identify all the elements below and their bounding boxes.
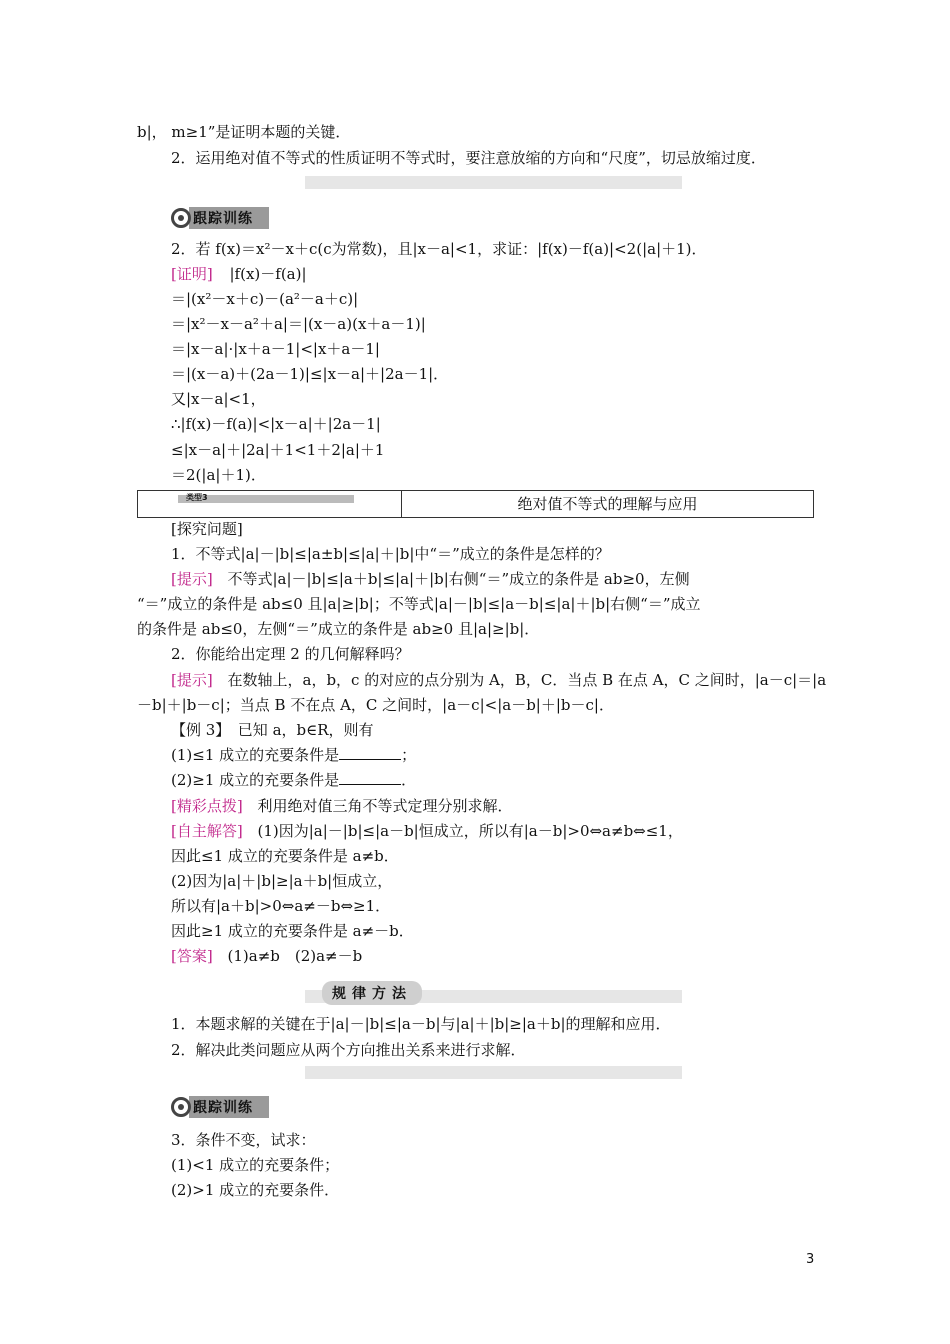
text-line: (2)>1 成立的充要条件． — [171, 1181, 340, 1199]
text-line: 2．解决此类问题应从两个方向推出关系来进行求解． — [171, 1041, 526, 1059]
text-line: 1．本题求解的关键在于|a|－|b|≤|a－b|与|a|＋|b|≥|a＋b|的理解和应用． — [171, 1015, 671, 1033]
text-line — [171, 770, 416, 790]
target-icon — [171, 1097, 191, 1117]
text-span: (2)≥1 成立的充要条件是 — [171, 771, 340, 789]
insight-tag: [精彩点拨] — [171, 797, 243, 815]
text-line — [171, 821, 683, 841]
text-span: |f(x)－f(a)| — [229, 265, 307, 283]
text-line: (2)因为|a|＋|b|≥|a＋b|恒成立， — [171, 872, 393, 890]
proof-tag: [证明] — [171, 265, 213, 283]
answer-tag: [答案] — [171, 947, 213, 965]
text-line — [171, 946, 362, 966]
badge-label: 跟踪训练 — [189, 207, 269, 229]
text-span: (1)a≠b (2)a≠－b — [227, 947, 363, 965]
table-cell-title: 绝对值不等式的理解与应用 — [517, 495, 698, 513]
text-line: 3．条件不变，试求： — [171, 1131, 316, 1149]
text-line: “＝”成立的条件是 ab≤0 且|a|≥|b|；不等式|a|－|b|≤|a－b|≤|a|＋|b|右侧“＝”成立 — [137, 595, 701, 613]
method-badge: 规律方法 — [322, 981, 422, 1005]
text-line: ≤|x－a|＋|2a|＋1<1＋2|a|＋1 — [171, 441, 385, 459]
punct: ； — [401, 746, 417, 764]
text-line: 1．不等式|a|－|b|≤|a±b|≤|a|＋|b|中“＝”成立的条件是怎样的？ — [171, 545, 610, 563]
table-cell-type — [138, 491, 402, 517]
text-line: 所以有|a＋b|>0⇔a≠－b⇔≥1． — [171, 897, 391, 915]
hint-tag: [提示] — [171, 570, 213, 588]
text-line — [171, 745, 416, 765]
text-line: 因此≤1 成立的充要条件是 a≠b． — [171, 847, 399, 865]
section-divider — [305, 176, 682, 189]
text-line: 因此≥1 成立的充要条件是 a≠－b． — [171, 922, 414, 940]
text-line: 2．若 f(x)＝x²－x＋c(c为常数)，且|x－a|<1，求证：|f(x)－f(a)|<2(|a|＋1)． — [171, 240, 707, 258]
text-line — [171, 796, 513, 816]
section-table — [137, 490, 814, 518]
followup-badge — [171, 1095, 269, 1119]
answer-blank — [339, 747, 401, 760]
text-span: 不等式|a|－|b|≤|a＋b|≤|a|＋|b|右侧“＝”成立的条件是 ab≥0，左侧 — [227, 570, 690, 588]
text-line: ＝|x－a|·|x＋a－1|<|x＋a－1| — [171, 340, 380, 358]
text-span: 在数轴上，a，b，c 的对应的点分别为 A，B，C．当点 B 在点 A，C 之间时，|a－c|＝|a — [227, 671, 827, 689]
text-line: [探究问题] — [171, 520, 243, 538]
text-line: (1)<1 成立的充要条件； — [171, 1156, 340, 1174]
text-line: ＝|(x²－x＋c)－(a²－a＋c)| — [171, 290, 359, 308]
hint-tag: [提示] — [171, 671, 213, 689]
badge-label: 跟踪训练 — [189, 1096, 269, 1118]
text-line — [171, 569, 690, 589]
solution-tag: [自主解答] — [171, 822, 243, 840]
text-line: ∴|f(x)－f(a)|<|x－a|＋|2a－1| — [171, 415, 381, 433]
text-line: ＝|(x－a)＋(2a－1)|≤|x－a|＋|2a－1|． — [171, 365, 449, 383]
text-span: (1)因为|a|－|b|≤|a－b|恒成立，所以有|a－b|>0⇔a≠b⇔≤1， — [257, 822, 683, 840]
text-span: (1)≤1 成立的充要条件是 — [171, 746, 340, 764]
text-line: ＝|x²－x－a²＋a|＝|(x－a)(x＋a－1)| — [171, 315, 426, 333]
target-icon — [171, 208, 191, 228]
text-line — [171, 670, 826, 690]
text-line: ＝2(|a|＋1)． — [171, 466, 266, 484]
text-line: 又|x－a|<1， — [171, 390, 266, 408]
followup-badge — [171, 206, 269, 230]
text-line — [171, 264, 307, 284]
text-line: b|， m≥1”是证明本题的关键． — [137, 123, 351, 141]
page-number: 3 — [806, 1252, 815, 1267]
text-line: 2．你能给出定理 2 的几何解释吗？ — [171, 645, 410, 663]
text-line: 的条件是 ab≤0，左侧“＝”成立的条件是 ab≥0 且|a|≥|b|． — [137, 620, 540, 638]
answer-blank — [339, 772, 401, 785]
type-tag — [178, 495, 354, 503]
punct: ． — [401, 771, 417, 789]
text-span: 利用绝对值三角不等式定理分别求解． — [257, 797, 513, 815]
example-heading: 【例 3】 已知 a，b∈R，则有 — [171, 721, 374, 739]
text-line: －b|＋|b－c|；当点 B 不在点 A，C 之间时，|a－c|<|a－b|＋|b－c|． — [137, 696, 614, 714]
text-line: 2．运用绝对值不等式的性质证明不等式时，要注意放缩的方向和“尺度”，切忌放缩过度． — [171, 149, 766, 167]
type-label: 类型3 — [186, 493, 208, 502]
section-divider — [305, 1066, 682, 1079]
